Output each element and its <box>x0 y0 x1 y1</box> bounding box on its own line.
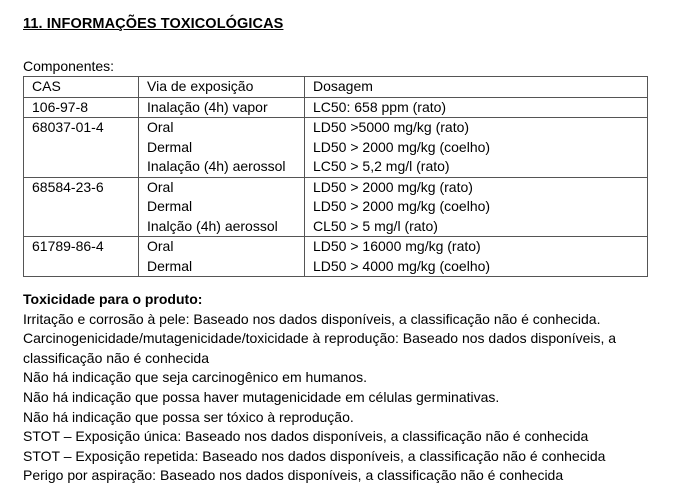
routes-cell <box>139 118 305 178</box>
table-header-row <box>24 77 648 98</box>
routes-cell <box>139 237 305 277</box>
cas-cell: 68584-23-6 <box>24 177 139 237</box>
doses-cell <box>305 177 648 237</box>
route-line: Inalação (4h) vapor <box>147 98 268 115</box>
skin-irritation-text: Irritação e corrosão à pele: Baseado nos dados disponíveis, a classificação não é conhecida. <box>23 310 601 327</box>
doses-cell <box>305 118 648 178</box>
dose-line: LD50 > 2000 mg/kg (coelho) <box>313 198 491 214</box>
components-label: Componentes: <box>23 58 115 74</box>
header-cas: CAS <box>24 77 139 98</box>
table-row <box>24 237 648 277</box>
doses-cell <box>305 237 648 277</box>
stot-single-text: STOT – Exposição única: Baseado nos dados disponíveis, a classificação não é conhecida <box>23 428 589 445</box>
route-line: Dermal <box>147 138 193 155</box>
table-row <box>24 177 648 237</box>
dose-line: LD50 > 16000 mg/kg (rato) <box>313 238 481 254</box>
cas-cell: 106-97-8 <box>24 97 139 118</box>
routes-cell <box>139 177 305 237</box>
carcinogenic-text: Não há indicação que seja carcinogênico em humanos. <box>23 369 367 386</box>
dose-line: LD50 > 4000 mg/kg (coelho) <box>313 257 491 274</box>
cmr-text: Carcinogenicidade/mutagenicidade/toxicidade à reprodução: Baseado nos dados disponíveis, a classificação não é conhecida <box>23 330 617 366</box>
route-line: Inalação (4h) aerossol <box>147 158 286 174</box>
route-line: Inalção (4h) aerossol <box>147 217 278 234</box>
doses-cell <box>305 97 648 118</box>
route-line: Dermal <box>147 198 193 214</box>
mutagenicity-text: Não há indicação que possa haver mutagenicidade em células germinativas. <box>23 388 500 405</box>
header-dosage: Dosagem <box>305 77 648 98</box>
dose-line: LC50 > 5,2 mg/l (rato) <box>313 158 450 174</box>
header-exposure-route: Via de exposição <box>139 77 305 98</box>
route-line: Oral <box>147 119 174 135</box>
section-title: 11. INFORMAÇÕES TOXICOLÓGICAS <box>23 16 284 32</box>
reproduction-text: Não há indicação que possa ser tóxico à reprodução. <box>23 408 354 425</box>
aspiration-text: Perigo por aspiração: Baseado nos dados disponíveis, a classificação não é conhecida <box>23 467 564 484</box>
product-toxicity-section <box>23 290 673 486</box>
product-toxicity-title: Toxicidade para o produto: <box>23 291 203 307</box>
dose-line: LD50 >5000 mg/kg (rato) <box>313 119 470 135</box>
dose-line: LC50: 658 ppm (rato) <box>313 98 447 115</box>
route-line: Oral <box>147 178 174 195</box>
route-line: Dermal <box>147 257 193 274</box>
toxicology-table <box>23 76 648 277</box>
route-line: Oral <box>147 238 174 254</box>
dose-line: LD50 > 2000 mg/kg (rato) <box>313 178 473 195</box>
routes-cell <box>139 97 305 118</box>
stot-repeated-text: STOT – Exposição repetida: Baseado nos dados disponíveis, a classificação não é conhecida <box>23 447 606 464</box>
table-row <box>24 97 648 118</box>
cas-cell: 61789-86-4 <box>24 237 139 277</box>
dose-line: CL50 > 5 mg/l (rato) <box>313 217 438 234</box>
dose-line: LD50 > 2000 mg/kg (coelho) <box>313 138 491 155</box>
cas-cell: 68037-01-4 <box>24 118 139 178</box>
table-row <box>24 118 648 178</box>
